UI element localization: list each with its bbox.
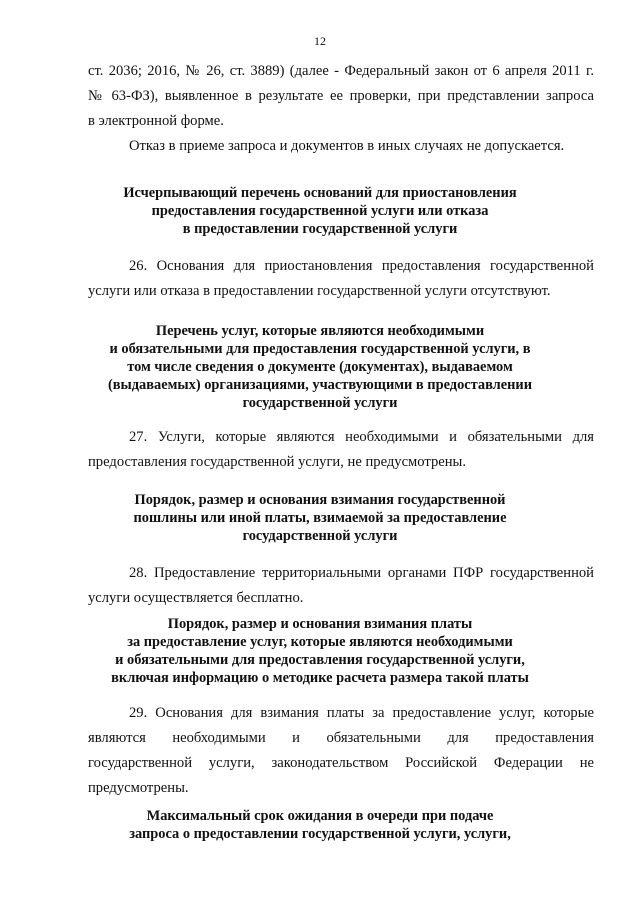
heading-line: Исчерпывающий перечень оснований для приостановления bbox=[123, 185, 517, 201]
paragraph-28 bbox=[88, 561, 594, 611]
heading-line: государственной услуги bbox=[242, 395, 398, 411]
section-heading-services-list bbox=[0, 322, 640, 412]
text-line: № 63-ФЗ), выявленное в результате ее проверки, при представлении запроса bbox=[88, 88, 594, 104]
text-line: 27. Услуги, которые являются необходимыми и обязательными для bbox=[129, 429, 594, 445]
heading-line: Порядок, размер и основания взимания государственной bbox=[134, 492, 506, 508]
text-line: 29. Основания для взимания платы за предоставление услуг, которые bbox=[129, 705, 594, 721]
heading-line: Максимальный срок ожидания в очереди при подаче bbox=[146, 808, 494, 824]
heading-line: и обязательными для предоставления государственной услуги, bbox=[115, 652, 525, 668]
heading-line: Порядок, размер и основания взимания платы bbox=[167, 616, 473, 632]
text-line: услуги или отказа в предоставлении государственной услуги отсутствуют. bbox=[88, 283, 551, 299]
heading-line: включая информацию о методике расчета размера такой платы bbox=[111, 670, 529, 686]
heading-line: пошлины или иной платы, взимаемой за предоставление bbox=[133, 510, 507, 526]
paragraph-26 bbox=[88, 254, 594, 304]
section-heading-fee-methodology bbox=[0, 615, 640, 687]
paragraph-27 bbox=[88, 425, 594, 475]
heading-line: Перечень услуг, которые являются необходимыми bbox=[155, 323, 485, 339]
heading-line: предоставления государственной услуги или отказа bbox=[151, 203, 489, 219]
section-heading-grounds bbox=[0, 184, 640, 238]
heading-line: в предоставлении государственной услуги bbox=[182, 221, 458, 237]
text-line: 28. Предоставление территориальными органами ПФР государственной bbox=[129, 565, 594, 581]
text-line: услуги осуществляется бесплатно. bbox=[88, 590, 304, 606]
page-number: 12 bbox=[314, 34, 326, 48]
intro-paragraph bbox=[88, 59, 594, 159]
text-line: в электронной форме. bbox=[88, 113, 224, 129]
section-heading-queue-time bbox=[0, 807, 640, 843]
refusal-paragraph: Отказ в приеме запроса и документов в иных случаях не допускается. bbox=[129, 138, 565, 154]
text-line: предоставления государственной услуги, не предусмотрены. bbox=[88, 454, 466, 470]
heading-line: том числе сведения о документе (документах), выдаваемом bbox=[127, 359, 513, 375]
heading-line: за предоставление услуг, которые являются необходимыми bbox=[127, 634, 513, 650]
paragraph-29 bbox=[88, 701, 594, 801]
text-line: ст. 2036; 2016, № 26, ст. 3889) (далее - Федеральный закон от 6 апреля 2011 г. bbox=[88, 63, 594, 79]
text-line: предусмотрены. bbox=[88, 780, 189, 796]
text-line: являются необходимыми и обязательными для предоставления bbox=[88, 730, 594, 746]
text-line: 26. Основания для приостановления предоставления государственной bbox=[129, 258, 594, 274]
heading-line: государственной услуги bbox=[242, 528, 398, 544]
text-line: государственной услуги, законодательством Российской Федерации не bbox=[88, 755, 594, 771]
section-heading-state-fee bbox=[0, 491, 640, 545]
heading-line: и обязательными для предоставления государственной услуги, в bbox=[109, 341, 531, 357]
heading-line: (выдаваемых) организациями, участвующими в предоставлении bbox=[107, 377, 533, 393]
heading-line: запроса о предоставлении государственной услуги, услуги, bbox=[129, 826, 511, 842]
